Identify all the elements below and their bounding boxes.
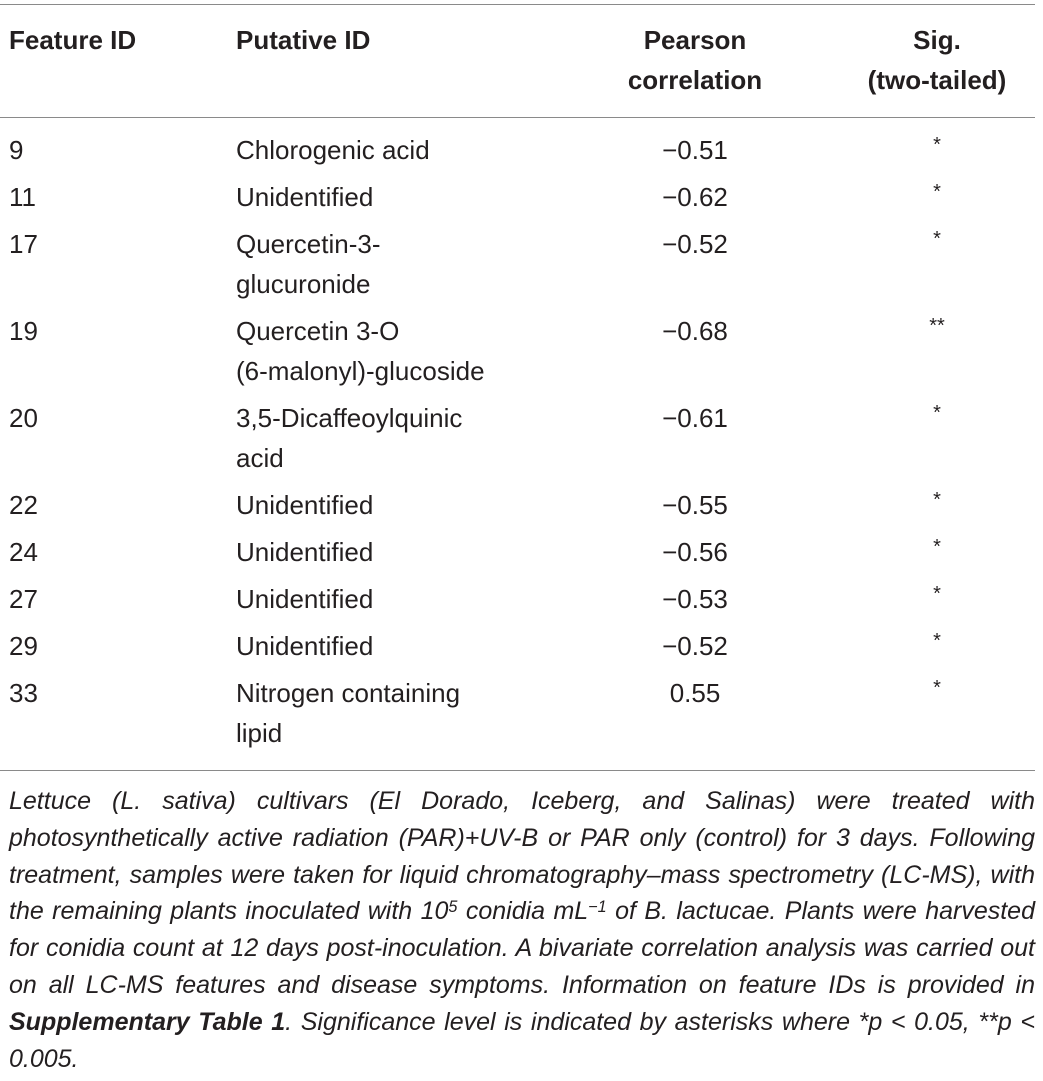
table-row (0, 224, 1035, 311)
cell-putative-id (236, 311, 485, 391)
cell-pearson-correlation: −0.53 (662, 584, 728, 614)
table-body (0, 130, 1035, 760)
caption-text-4: . Significance level is indicated by asterisks where *p < 0.05, **p < 0.005. (9, 1007, 1035, 1073)
putative-id-line: Unidentified (236, 537, 374, 567)
putative-id-line: glucuronide (236, 269, 371, 299)
caption-text-1: Lettuce (L. sativa) cultivars (El Dorado, Iceberg, and Salinas) were treated with photosynthetically active radiation (PAR)+UV-B or PAR only (control) for 3 days. Following treatment, samples were taken for liquid chromatography–mass spectrometry (LC-MS), with the remaining plants inoculated with 10 (9, 787, 1035, 926)
cell-feature-id: 27 (9, 584, 38, 614)
cell-significance: * (933, 583, 941, 605)
putative-id-line: Unidentified (236, 490, 374, 520)
cell-significance: * (933, 677, 941, 699)
cell-significance: * (933, 402, 941, 424)
cell-feature-id: 22 (9, 490, 38, 520)
cell-putative-id (236, 532, 373, 572)
cell-feature-id: 20 (9, 403, 38, 433)
header-sig-line1: Sig. (913, 25, 961, 55)
bottom-rule (0, 770, 1035, 771)
caption-supplementary-link[interactable]: Supplementary Table 1 (9, 1007, 286, 1036)
cell-pearson-correlation: −0.62 (662, 182, 728, 212)
putative-id-line: Quercetin 3-O (236, 316, 400, 346)
header-putative-id: Putative ID (236, 25, 371, 55)
table-row (0, 398, 1035, 485)
caption-text-2: conidia mL (457, 897, 589, 926)
cell-putative-id (236, 485, 373, 525)
table-row (0, 177, 1035, 224)
putative-id-line: Chlorogenic acid (236, 135, 430, 165)
cell-putative-id (236, 177, 373, 217)
putative-id-line: Unidentified (236, 631, 374, 661)
table-row (0, 485, 1035, 532)
top-rule (0, 4, 1035, 5)
putative-id-line: Unidentified (236, 584, 374, 614)
caption-superscript-minus-1: −1 (588, 898, 607, 917)
cell-pearson-correlation: −0.52 (662, 229, 728, 259)
table-row (0, 626, 1035, 673)
header-pearson-line2: correlation (627, 65, 763, 95)
table-row (0, 532, 1035, 579)
cell-significance: * (933, 489, 941, 511)
cell-feature-id: 9 (9, 135, 24, 165)
table-row (0, 311, 1035, 398)
cell-putative-id (236, 224, 381, 304)
putative-id-line: Unidentified (236, 182, 374, 212)
cell-feature-id: 19 (9, 316, 38, 346)
cell-pearson-correlation: −0.56 (662, 537, 728, 567)
cell-feature-id: 24 (9, 537, 38, 567)
cell-pearson-correlation: 0.55 (669, 678, 721, 708)
cell-significance: * (933, 181, 941, 203)
caption-superscript-5: 5 (448, 898, 458, 917)
putative-id-line: acid (236, 443, 284, 473)
header-pearson-line1: Pearson (643, 25, 747, 55)
cell-pearson-correlation: −0.51 (662, 135, 728, 165)
cell-putative-id (236, 673, 460, 753)
cell-significance: * (933, 228, 941, 250)
cell-pearson-correlation: −0.55 (662, 490, 728, 520)
cell-putative-id (236, 130, 430, 170)
cell-significance: * (933, 134, 941, 156)
table-caption (9, 783, 1035, 1077)
header-sig-line2: (two-tailed) (867, 65, 1007, 95)
cell-significance: * (933, 536, 941, 558)
cell-putative-id (236, 626, 373, 666)
cell-feature-id: 33 (9, 678, 38, 708)
cell-feature-id: 17 (9, 229, 38, 259)
putative-id-line: Nitrogen containing (236, 678, 461, 708)
cell-pearson-correlation: −0.68 (662, 316, 728, 346)
cell-feature-id: 29 (9, 631, 38, 661)
cell-significance: * (933, 630, 941, 652)
table-row (0, 130, 1035, 177)
putative-id-line: 3,5-Dicaffeoylquinic (236, 403, 463, 433)
caption-text-3: of B. lactucae. Plants were harvested for conidia count at 12 days post-inoculation. A bivariate correlation analysis was carried out on all LC-MS features and disease symptoms. Information on feature IDs is provided in (9, 897, 1035, 999)
header-feature-id: Feature ID (9, 25, 137, 55)
header-rule (0, 117, 1035, 118)
header-pearson-correlation (600, 20, 790, 100)
putative-id-line: lipid (236, 718, 283, 748)
cell-putative-id (236, 579, 373, 619)
putative-id-line: (6-malonyl)-glucoside (236, 356, 485, 386)
putative-id-line: Quercetin-3- (236, 229, 381, 259)
table-row (0, 673, 1035, 760)
cell-significance: ** (929, 315, 945, 337)
header-significance (840, 20, 1034, 100)
cell-pearson-correlation: −0.52 (662, 631, 728, 661)
cell-feature-id: 11 (9, 182, 36, 212)
cell-pearson-correlation: −0.61 (662, 403, 728, 433)
table-row (0, 579, 1035, 626)
table-header (0, 20, 1035, 110)
cell-putative-id (236, 398, 462, 478)
